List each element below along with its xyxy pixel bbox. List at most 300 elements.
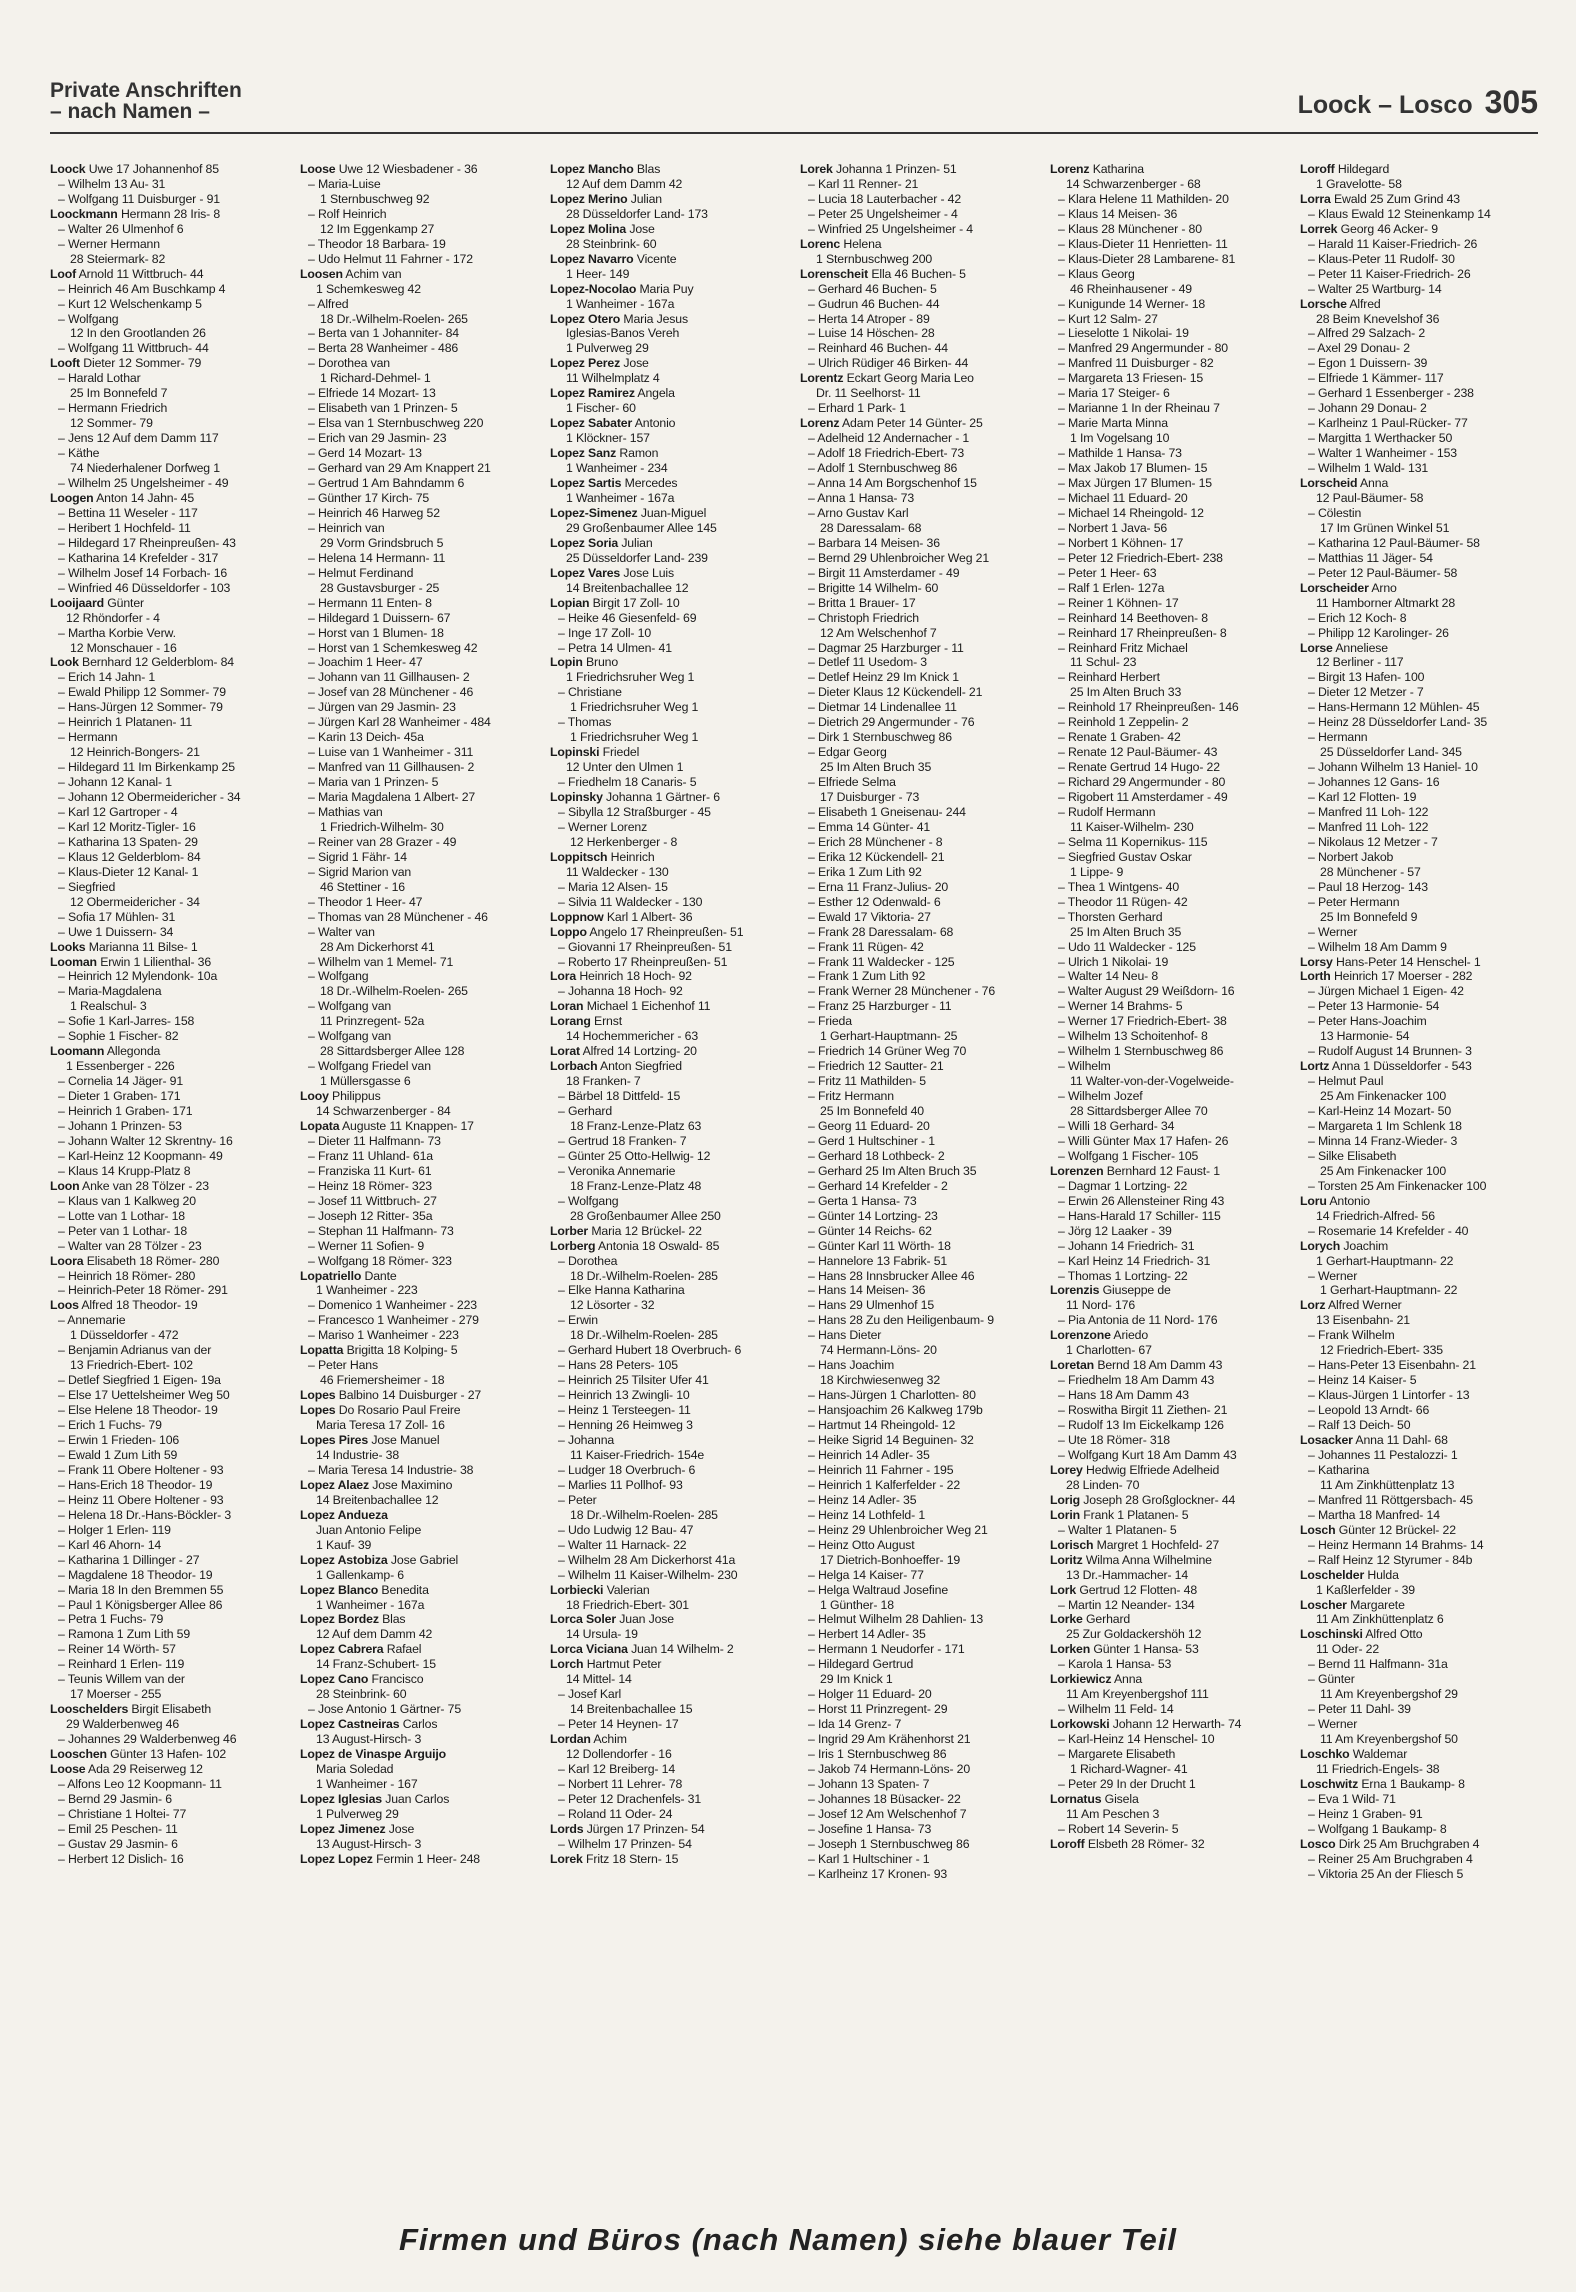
entry-continuation: 1 Lippe- 9: [1070, 864, 1124, 879]
entry-heading: [550, 1732, 795, 1747]
sub-entry: – Max Jürgen 17 Blumen- 15: [1058, 476, 1212, 491]
entry-text: Anna: [1111, 1672, 1143, 1687]
entry-heading: [550, 910, 795, 925]
surname: Lorenc: [800, 236, 841, 251]
sub-entry: – Reinhard 14 Beethoven- 8: [1058, 610, 1208, 625]
surname: Lopes: [300, 1388, 336, 1403]
entry-text: Ewald 25 Zum Grind 43: [1330, 191, 1460, 206]
surname: Lorken: [1050, 1642, 1091, 1657]
entry-text: Hans-Peter 14 Henschel- 1: [1332, 954, 1481, 969]
sub-entry: – Erich 14 Jahn- 1: [58, 670, 156, 685]
entry-continuation: 12 Auf dem Damm 42: [316, 1627, 433, 1642]
entry-continuation: 1 Gallenkamp- 6: [316, 1567, 404, 1582]
surname: Lorra: [1300, 191, 1331, 206]
entry-continuation: Dr. 11 Seelhorst- 11: [816, 386, 921, 401]
sub-entry: – Helmut Wilhelm 28 Dahlien- 13: [808, 1612, 984, 1627]
entry-continuation: 25 Im Bonnefeld 7: [70, 386, 168, 401]
surname: Lopez Bordez: [300, 1612, 379, 1627]
entry-heading: [300, 162, 545, 177]
sub-entry: – Rudolf Hermann: [1058, 804, 1156, 819]
sub-entry: – Johann van 11 Gillhausen- 2: [308, 670, 470, 685]
sub-entry: – Barbara 14 Meisen- 36: [808, 535, 940, 550]
entry-heading: [550, 1044, 795, 1059]
surname: Lopez Astobiza: [300, 1552, 388, 1567]
entry-continuation: 18 Dr.-Wilhelm-Roelen- 285: [570, 1268, 718, 1283]
entry-heading: [300, 1269, 545, 1284]
sub-entry: – Walter 14 Neu- 8: [1058, 969, 1159, 984]
surname: Losacker: [1300, 1433, 1353, 1448]
sub-entry: – Heike Sigrid 14 Beguinen- 32: [808, 1433, 974, 1448]
sub-entry: – Heinrich 14 Adler- 35: [808, 1447, 930, 1462]
sub-entry: – Wilhelm 17 Prinzen- 54: [558, 1836, 692, 1851]
sub-entry: – Renate Gertrud 14 Hugo- 22: [1058, 760, 1220, 775]
surname: Lopez Navarro: [550, 251, 634, 266]
sub-entry: – Theodor 1 Heer- 47: [308, 894, 423, 909]
sub-entry: – Gerhard 14 Krefelder - 2: [808, 1178, 948, 1193]
surname: Looschen: [50, 1747, 107, 1762]
sub-entry: – Paul 1 Königsberger Allee 86: [58, 1597, 223, 1612]
sub-entry: – Adelheid 12 Andernacher - 1: [808, 431, 970, 446]
section-title: [50, 80, 242, 122]
entry-text: Maria 12 Brückel- 22: [588, 1223, 702, 1238]
sub-entry: – Gerhard Hubert 18 Overbruch- 6: [558, 1343, 742, 1358]
sub-entry: – Ewald 17 Viktoria- 27: [808, 909, 931, 924]
sub-entry: – Luise van 1 Wanheimer - 311: [308, 745, 474, 760]
entry-heading: [50, 356, 295, 371]
surname: Lopez Molina: [550, 221, 627, 236]
surname: Lorbach: [550, 1059, 598, 1074]
entry-heading: [50, 955, 295, 970]
entry-text: Dante: [361, 1268, 397, 1283]
sub-entry: – Dieter 12 Metzer - 7: [1308, 685, 1424, 700]
sub-entry: – Dietrich 29 Angermunder - 76: [808, 715, 975, 730]
sub-entry: – Adolf 1 Sternbuschweg 86: [808, 461, 958, 476]
sub-entry: – Johanna: [558, 1433, 615, 1448]
surname: Lorch: [550, 1657, 584, 1672]
sub-entry: – Helmut Paul: [1308, 1074, 1384, 1089]
sub-entry: – Bernd 29 Jasmin- 6: [58, 1791, 172, 1806]
sub-entry: – Hermann: [1308, 730, 1368, 745]
sub-entry: – Erhard 1 Park- 1: [808, 401, 906, 416]
sub-entry: – Hans-Peter 13 Eisenbahn- 21: [1308, 1358, 1476, 1373]
entry-heading: [300, 1612, 545, 1627]
entry-continuation: 1 Realschul- 3: [70, 999, 147, 1014]
page-header: [50, 70, 1538, 128]
entry-heading: [550, 790, 795, 805]
sub-entry: – Lucia 18 Lauterbacher - 42: [808, 191, 962, 206]
sub-entry: – Theodor 18 Barbara- 19: [308, 236, 446, 251]
sub-entry: – Gerta 1 Hansa- 73: [808, 1193, 917, 1208]
entry-heading: [550, 850, 795, 865]
entry-heading: [1300, 1568, 1545, 1583]
entry-text: Alfred 18 Theodor- 19: [78, 1298, 198, 1313]
sub-entry: – Hans 29 Ulmenhof 15: [808, 1298, 935, 1313]
surname: Lorek: [800, 162, 833, 176]
sub-entry: – Ulrich 1 Nikolai- 19: [1058, 954, 1169, 969]
sub-entry: – Gudrun 46 Buchen- 44: [808, 296, 940, 311]
surname: Loru: [1300, 1193, 1327, 1208]
entry-continuation: 18 Dr.-Wilhelm-Roelen- 265: [320, 984, 468, 999]
sub-entry: – Gertrud 1 Am Bahndamm 6: [308, 476, 465, 491]
entry-continuation: 1 Schemkesweg 42: [316, 281, 421, 296]
sub-entry: – Martha Korbie Verw.: [58, 625, 176, 640]
entry-heading: [550, 1642, 795, 1657]
entry-continuation: 1 Gravelotte- 58: [1316, 176, 1402, 191]
entry-continuation: 25 Am Finkenacker 100: [1320, 1089, 1447, 1104]
entry-continuation: 1 Pulverweg 29: [566, 341, 649, 356]
sub-entry: – Willi Günter Max 17 Hafen- 26: [1058, 1133, 1229, 1148]
entry-continuation: 12 Rhöndorfer - 4: [66, 610, 160, 625]
sub-entry: – Karl-Heinz 12 Koopmann- 49: [58, 1148, 223, 1163]
entry-heading: [1050, 1553, 1295, 1568]
sub-entry: – Wilhelm 13 Au- 31: [58, 176, 166, 191]
sub-entry: – Norbert 11 Lehrer- 78: [558, 1776, 683, 1791]
entry-text: Alfred Otto: [1362, 1627, 1423, 1642]
entry-text: Mercedes: [621, 476, 678, 491]
sub-entry: – Erich 1 Fuchs- 79: [58, 1418, 162, 1433]
entry-continuation: 14 Breitenbachallee 12: [316, 1492, 439, 1507]
entry-text: Ella 46 Buchen- 5: [868, 266, 966, 281]
sub-entry: – Cornelia 14 Jäger- 91: [58, 1074, 184, 1089]
entry-continuation: 12 Im Eggenkamp 27: [320, 221, 435, 236]
entry-continuation: 28 Steinbrink- 60: [316, 1687, 407, 1702]
sub-entry: – Siegfried Gustav Oskar: [1058, 849, 1192, 864]
sub-entry: – Mathilde 1 Hansa- 73: [1058, 446, 1182, 461]
page-range: [1298, 84, 1538, 121]
sub-entry: – Heinz 28 Düsseldorfer Land- 35: [1308, 715, 1488, 730]
surname: Losch: [1300, 1522, 1336, 1537]
surname: Looijaard: [50, 595, 104, 610]
surname: Lopez Cabrera: [300, 1642, 384, 1657]
sub-entry: – Wilhelm 11 Feld- 14: [1058, 1702, 1174, 1717]
sub-entry: – Heinrich 1 Platanen- 11: [58, 715, 193, 730]
entry-continuation: 11 Am Zinkhüttenplatz 6: [1316, 1612, 1444, 1627]
entry-continuation: 18 Kirchwiesenweg 32: [820, 1373, 941, 1388]
sub-entry: – Horst van 1 Blumen- 18: [308, 625, 444, 640]
sub-entry: – Frank 28 Daressalam- 68: [808, 924, 954, 939]
entry-text: Günter 13 Hafen- 102: [106, 1747, 227, 1762]
sub-entry: – Alfred 29 Salzach- 2: [1308, 326, 1426, 341]
sub-entry: – Bärbel 18 Dittfeld- 15: [558, 1089, 681, 1104]
page-number: 305: [1484, 84, 1538, 120]
entry-heading: [50, 267, 295, 282]
entry-heading: [50, 1702, 295, 1717]
sub-entry: – Adolf 18 Friedrich-Ebert- 73: [808, 446, 965, 461]
sub-entry: – Elfriede 1 Kämmer- 117: [1308, 371, 1444, 386]
sub-entry: – Klaus-Peter 11 Rudolf- 30: [1308, 251, 1455, 266]
entry-heading: [300, 1119, 545, 1134]
sub-entry: – Katharina 14 Krefelder - 317: [58, 550, 219, 565]
entry-text: Anna 1 Düsseldorfer - 543: [1329, 1059, 1472, 1074]
header-rule: [50, 132, 1538, 134]
sub-entry: – Jose Antonio 1 Gärtner- 75: [308, 1702, 462, 1717]
entry-heading: [550, 1852, 795, 1867]
surname: Lorscheid: [1300, 476, 1358, 491]
directory-column-3: [550, 162, 795, 2172]
sub-entry: – Hildegard Gertrud: [808, 1657, 914, 1672]
sub-entry: – Helga Waltraud Josefine: [808, 1582, 949, 1597]
entry-text: Marianna 11 Bilse- 1: [85, 939, 198, 954]
entry-heading: [550, 969, 795, 984]
sub-entry: – Werner 14 Brahms- 5: [1058, 999, 1183, 1014]
entry-continuation: 1 Im Vogelsang 10: [1070, 431, 1170, 446]
sub-entry: – Cölestin: [1308, 505, 1362, 520]
sub-entry: – Heinrich van: [308, 520, 385, 535]
entry-text: Anton Siegfried: [597, 1059, 682, 1074]
surname: Lorenz: [1050, 162, 1090, 176]
surname: Looman: [50, 954, 97, 969]
entry-heading: [1050, 1508, 1295, 1523]
sub-entry: – Peter 11 Kaiser-Friedrich- 26: [1308, 266, 1471, 281]
entry-heading: [300, 1792, 545, 1807]
sub-entry: – Dietmar 14 Lindenallee 11: [808, 700, 957, 715]
sub-entry: – Wolfgang 1 Baukamp- 8: [1308, 1821, 1447, 1836]
entry-continuation: 12 Sommer- 79: [70, 416, 153, 431]
sub-entry: – Manfred 29 Angermunder - 80: [1058, 341, 1228, 356]
entry-text: Alfred: [1346, 296, 1381, 311]
surname: Loogen: [50, 490, 94, 505]
sub-entry: – Herbert 14 Adler- 35: [808, 1627, 926, 1642]
sub-entry: – Berta van 1 Johanniter- 84: [308, 326, 459, 341]
entry-text: Jose Maximino: [368, 1477, 453, 1492]
sub-entry: – Ida 14 Grenz- 7: [808, 1717, 902, 1732]
surname: Lorenscheit: [800, 266, 869, 281]
surname: Loockmann: [50, 206, 118, 221]
sub-entry: – Kurt 12 Welschenkamp 5: [58, 296, 202, 311]
entry-continuation: 11 Prinzregent- 52a: [320, 1014, 425, 1029]
surname: Loppnow: [550, 909, 604, 924]
entry-heading: [1050, 162, 1295, 177]
sub-entry: – Detlef Heinz 29 Im Knick 1: [808, 670, 959, 685]
sub-entry: – Karl 12 Gartroper - 4: [58, 804, 178, 819]
sub-entry: – Katharina 13 Spaten- 29: [58, 834, 198, 849]
entry-heading: [550, 162, 795, 177]
sub-entry: – Hermann 11 Enten- 8: [308, 595, 432, 610]
sub-entry: – Minna 14 Franz-Wieder- 3: [1308, 1133, 1458, 1148]
entry-continuation: 25 Am Finkenacker 100: [1320, 1163, 1447, 1178]
name-range: Loock – Losco: [1297, 91, 1473, 119]
sub-entry: – Uwe 1 Duissern- 34: [58, 924, 174, 939]
entry-heading: [300, 1747, 545, 1762]
sub-entry: – Dieter 11 Halfmann- 73: [308, 1133, 441, 1148]
sub-entry: – Wilhelm 18 Am Damm 9: [1308, 939, 1447, 954]
sub-entry: – Dorothea: [558, 1253, 618, 1268]
entry-continuation: 28 Großenbaumer Allee 250: [570, 1208, 721, 1223]
entry-text: Ada 29 Reiserweg 12: [85, 1761, 203, 1776]
entry-continuation: 25 Düsseldorfer Land- 345: [1320, 745, 1462, 760]
entry-continuation: 1 Wanheimer - 167a: [316, 1597, 425, 1612]
entry-text: Benedita: [378, 1582, 429, 1597]
sub-entry: – Sofie 1 Karl-Jarres- 158: [58, 1014, 195, 1029]
sub-entry: – Fritz Hermann: [808, 1089, 894, 1104]
entry-continuation: 17 Dietrich-Bonhoeffer- 19: [820, 1552, 961, 1567]
surname: Lopez Alaez: [300, 1477, 369, 1492]
entry-text: Gertrud 12 Flotten- 48: [1076, 1582, 1198, 1597]
sub-entry: – Günter: [1308, 1672, 1355, 1687]
sub-entry: – Peter 12 Drachenfels- 31: [558, 1791, 702, 1806]
entry-continuation: 28 Düsseldorfer Land- 173: [566, 206, 708, 221]
surname: Loschelder: [1300, 1567, 1365, 1582]
directory-column-6: [1300, 162, 1545, 2172]
entry-continuation: 13 Friedrich-Ebert- 102: [70, 1358, 193, 1373]
entry-heading: [300, 1852, 545, 1867]
sub-entry: – Josefine 1 Hansa- 73: [808, 1821, 932, 1836]
entry-continuation: 25 Im Alten Bruch 35: [820, 760, 932, 775]
sub-entry: – Emma 14 Günter- 41: [808, 819, 931, 834]
surname: Looy: [300, 1089, 329, 1104]
entry-continuation: 11 Nord- 176: [1066, 1298, 1136, 1313]
surname: Lorkiewicz: [1050, 1672, 1112, 1687]
sub-entry: – Joseph 12 Ritter- 35a: [308, 1208, 433, 1223]
sub-entry: – Erika 1 Zum Lith 92: [808, 864, 922, 879]
entry-continuation: 28 Steinbrink- 60: [566, 236, 657, 251]
sub-entry: – Egon 1 Duissern- 39: [1308, 356, 1428, 371]
sub-entry: – Lotte van 1 Lothar- 18: [58, 1208, 185, 1223]
sub-entry: – Ralf 1 Erlen- 127a: [1058, 580, 1165, 595]
sub-entry: – Maria-Luise: [308, 176, 381, 191]
entry-text: Bernd 18 Am Damm 43: [1094, 1358, 1223, 1373]
sub-entry: – Klaus Ewald 12 Steinenkamp 14: [1308, 206, 1491, 221]
entry-heading: [1300, 1777, 1545, 1792]
sub-entry: – Werner Hermann: [58, 236, 160, 251]
entry-heading: [1300, 1523, 1545, 1538]
surname: Look: [50, 655, 79, 670]
entry-continuation: 12 Auf dem Damm 42: [566, 176, 683, 191]
sub-entry: – Walter van 28 Tölzer - 23: [58, 1238, 202, 1253]
sub-entry: – Ewald Philipp 12 Sommer- 79: [58, 685, 226, 700]
sub-entry: – Erwin: [558, 1313, 598, 1328]
entry-heading: [1050, 1493, 1295, 1508]
entry-text: Alfred 14 Lortzing- 20: [580, 1044, 697, 1059]
sub-entry: – Reinhard Herbert: [1058, 670, 1160, 685]
entry-continuation: 13 Dr.-Hammacher- 14: [1066, 1567, 1189, 1582]
sub-entry: – Wilhelm 28 Am Dickerhorst 41a: [558, 1552, 736, 1567]
sub-entry: – Dirk 1 Sternbuschweg 86: [808, 730, 952, 745]
sub-entry: – Peter van 1 Lothar- 18: [58, 1223, 188, 1238]
sub-entry: – Walter 25 Wartburg- 14: [1308, 281, 1442, 296]
sub-entry: – Peter 11 Dahl- 39: [1308, 1702, 1411, 1717]
sub-entry: – Esther 12 Odenwald- 6: [808, 894, 941, 909]
entry-continuation: 29 Im Knick 1: [820, 1672, 893, 1687]
surname: Lopes Pires: [300, 1433, 369, 1448]
sub-entry: – Peter 1 Heer- 63: [1058, 565, 1157, 580]
sub-entry: – Kurt 12 Salm- 27: [1058, 311, 1158, 326]
sub-entry: – Johann 29 Donau- 2: [1308, 401, 1427, 416]
sub-entry: – Wilhelm van 1 Memel- 71: [308, 954, 454, 969]
entry-continuation: 17 Moerser - 255: [70, 1687, 162, 1702]
sub-entry: – Margarete Elisabeth: [1058, 1747, 1176, 1762]
sub-entry: – Magdalene 18 Theodor- 19: [58, 1567, 213, 1582]
sub-entry: – Harald Lothar: [58, 371, 141, 386]
sub-entry: – Karlheinz 17 Kronen- 93: [808, 1866, 948, 1881]
entry-continuation: 14 Breitenbachallee 15: [570, 1702, 693, 1717]
entry-continuation: 28 Am Dickerhorst 41: [320, 939, 435, 954]
entry-heading: [1050, 1164, 1295, 1179]
sub-entry: – Berta 28 Wanheimer - 486: [308, 341, 459, 356]
surname: Lopez Soria: [550, 535, 619, 550]
entry-heading: [50, 162, 295, 177]
sub-entry: – Elisabeth 1 Gneisenau- 244: [808, 804, 966, 819]
entry-continuation: 11 Am Zinkhüttenplatz 13: [1320, 1477, 1455, 1492]
sub-entry: – Peter 13 Harmonie- 54: [1308, 999, 1440, 1014]
sub-entry: – Wolfgang: [308, 969, 369, 984]
sub-entry: – Elke Hanna Katharina: [558, 1283, 685, 1298]
entry-heading: [550, 446, 795, 461]
entry-heading: [1300, 1837, 1545, 1852]
sub-entry: – Wolfgang Kurt 18 Am Damm 43: [1058, 1447, 1237, 1462]
sub-entry: – Matthias 11 Jäger- 54: [1308, 550, 1433, 565]
entry-heading: [300, 1508, 545, 1523]
sub-entry: – Maria 17 Steiger- 6: [1058, 386, 1170, 401]
entry-heading: [1050, 1328, 1295, 1343]
sub-entry: – Jürgen Michael 1 Eigen- 42: [1308, 984, 1464, 999]
surname: Loof: [50, 266, 77, 281]
sub-entry: – Hans Dieter: [808, 1328, 882, 1343]
entry-text: Julian: [618, 535, 653, 550]
sub-entry: – Pia Antonia de 11 Nord- 176: [1058, 1313, 1218, 1328]
sub-entry: – Wilhelm 13 Schoitenhof- 8: [1058, 1029, 1208, 1044]
surname: Lopes: [300, 1403, 336, 1418]
entry-heading: [1050, 1583, 1295, 1598]
entry-continuation: 1 Charlotten- 67: [1066, 1343, 1152, 1358]
entry-continuation: 12 Paul-Bäumer- 58: [1316, 490, 1424, 505]
entry-text: Günter 12 Brückel- 22: [1335, 1522, 1456, 1537]
entry-text: Achim: [590, 1732, 627, 1747]
sub-entry: – Helena 14 Hermann- 11: [308, 550, 446, 565]
sub-entry: – Josef 12 Am Welschenhof 7: [808, 1806, 967, 1821]
entry-continuation: 1 Gerhart-Hauptmann- 22: [1320, 1283, 1458, 1298]
sub-entry: – Dorothea van: [308, 356, 390, 371]
sub-entry: – Karl 12 Moritz-Tigler- 16: [58, 819, 196, 834]
sub-entry: – Werner: [1308, 1717, 1358, 1732]
sub-entry: – Wilhelm 25 Ungelsheimer - 49: [58, 476, 229, 491]
entry-heading: [1300, 969, 1545, 984]
sub-entry: – Thomas van 28 Münchener - 46: [308, 909, 488, 924]
sub-entry: – Peter 29 In der Drucht 1: [1058, 1776, 1196, 1791]
entry-continuation: 11 Friedrich-Engels- 38: [1316, 1761, 1440, 1776]
entry-continuation: 1 Klöckner- 157: [566, 431, 650, 446]
surname: Lopez Castneiras: [300, 1717, 400, 1732]
entry-text: Fermin 1 Heer- 248: [372, 1851, 480, 1866]
section-title-line1: Private Anschriften: [50, 79, 242, 102]
sub-entry: – Wolfgang: [558, 1193, 619, 1208]
entry-continuation: 14 Hochemmericher - 63: [566, 1029, 699, 1044]
surname: Lork: [1050, 1582, 1077, 1597]
sub-entry: – Walter 26 Ulmenhof 6: [58, 221, 184, 236]
entry-heading: [1300, 476, 1545, 491]
sub-entry: – Walter August 29 Weißdorn- 16: [1058, 984, 1235, 999]
entry-text: Uwe 17 Johannenhof 85: [85, 162, 219, 176]
entry-text: Antonia 18 Oswald- 85: [595, 1238, 720, 1253]
sub-entry: – Wolfgang 11 Duisburger - 91: [58, 191, 220, 206]
sub-entry: – Brigitte 14 Wilhelm- 60: [808, 580, 939, 595]
entry-continuation: 14 Franz-Schubert- 15: [316, 1657, 436, 1672]
sub-entry: – Jens 12 Auf dem Damm 117: [58, 431, 219, 446]
sub-entry: – Hermann 1 Neudorfer - 171: [808, 1642, 965, 1657]
entry-heading: [300, 1478, 545, 1493]
entry-continuation: 28 Sittardsberger Allee 128: [320, 1044, 465, 1059]
entry-continuation: 1 Friedrichsruher Weg 1: [570, 730, 699, 745]
sub-entry: – Friedhelm 18 Canaris- 5: [558, 775, 697, 790]
sub-entry: – Bernd 29 Uhlenbroicher Weg 21: [808, 550, 990, 565]
surname: Lorrek: [1300, 221, 1338, 236]
entry-continuation: 46 Stettiner - 16: [320, 879, 405, 894]
entry-text: Giuseppe de: [1099, 1283, 1171, 1298]
entry-continuation: 28 Steiermark- 82: [70, 251, 166, 266]
sub-entry: – Rudolf 13 Im Eickelkamp 126: [1058, 1418, 1224, 1433]
entry-text: Johanna 1 Gärtner- 6: [602, 790, 720, 805]
surname: Lopez Iglesias: [300, 1791, 382, 1806]
